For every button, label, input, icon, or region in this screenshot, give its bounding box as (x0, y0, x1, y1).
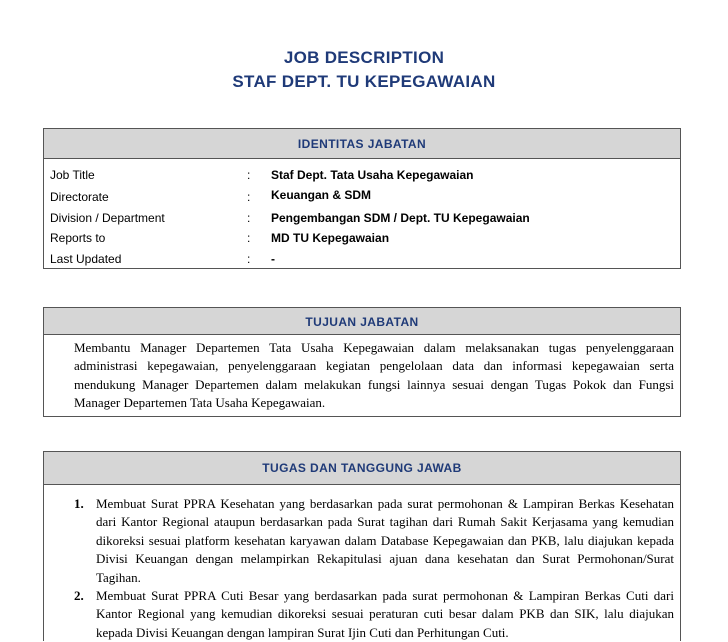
list-text: Membuat Surat PPRA Cuti Besar yang berdasarkan pada surat permohonan & Lampiran Berkas Cuti dari Kantor Regional yang kemudian dikoreksi sesuai peraturan cuti besar dalam PKB dan SIK, lalu diajukan kepada Divisi Keuangan dengan lampiran Surat Ijin Cuti dan Perhitungan Cuti. (96, 588, 674, 640)
document-subtitle: STAF DEPT. TU KEPEGAWAIAN (232, 72, 496, 91)
tugas-section (43, 451, 681, 641)
tugas-heading: TUGAS DAN TANGGUNG JAWAB (44, 452, 680, 485)
identitas-row-division (44, 211, 680, 231)
row-colon: : (247, 211, 251, 225)
tujuan-heading: TUJUAN JABATAN (44, 308, 680, 335)
identitas-row-job-title (44, 168, 680, 188)
list-number: 1. (74, 496, 84, 511)
row-label: Job Title (50, 168, 95, 182)
row-colon: : (247, 231, 251, 245)
row-colon: : (247, 190, 251, 204)
row-colon: : (247, 168, 251, 182)
tugas-list (74, 495, 674, 642)
list-item (74, 495, 674, 587)
tujuan-text: Membantu Manager Departemen Tata Usaha Kepegawaian dalam melaksanakan tugas penyelenggaraan administrasi kepegawaian, penyelenggaraan kegiatan pengelolaan data dan informasi kepegawaian serta mendukung Manager Departemen dalam melakukan fungsi lainnya sesuai dengan Tugas Pokok dan Fungsi Manager Departemen Tata Usaha Kepegawaian. (74, 340, 674, 411)
row-value: Keuangan & SDM (271, 188, 372, 202)
list-item (74, 587, 674, 642)
identitas-row-directorate (44, 190, 680, 210)
document-title: JOB DESCRIPTION (283, 48, 445, 67)
identitas-heading: IDENTITAS JABATAN (44, 129, 680, 159)
identitas-row-last-updated (44, 252, 680, 272)
row-label: Division / Department (50, 211, 165, 225)
row-value: MD TU Kepegawaian (271, 231, 390, 245)
row-value: Pengembangan SDM / Dept. TU Kepegawaian (271, 211, 530, 225)
row-value: Staf Dept. Tata Usaha Kepegawaian (271, 168, 474, 182)
identitas-section (43, 128, 681, 269)
row-colon: : (247, 252, 251, 266)
list-text: Membuat Surat PPRA Kesehatan yang berdasarkan pada surat permohonan & Lampiran Berkas Kesehatan dari Kantor Regional ataupun berdasarkan pada Surat tagihan dari Rumah Sakit Kerjasama yang kemudian dikoreksi sesuai platform kesehatan karyawan dalam Database Kepegawaian dan PKB, lalu diajukan kepada Divisi Keuangan dengan melampirkan Rekapitulasi ajuan dana kesehatan dan Surat Permohonan/Surat Tagihan. (96, 496, 674, 585)
row-label: Reports to (50, 231, 106, 245)
row-value: - (271, 252, 275, 266)
tujuan-section (43, 307, 681, 417)
list-number: 2. (74, 588, 84, 604)
identitas-row-reports-to (44, 231, 680, 251)
row-label: Last Updated (50, 252, 122, 266)
row-label: Directorate (50, 190, 109, 204)
